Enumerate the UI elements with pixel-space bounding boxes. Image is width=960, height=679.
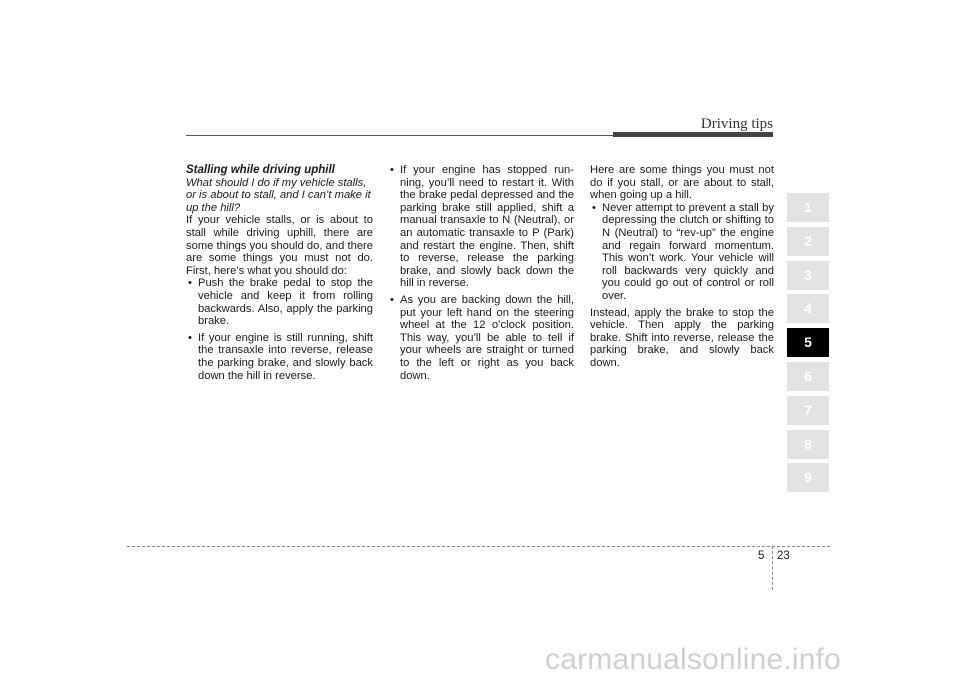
page-number: 23 xyxy=(777,550,790,562)
list-item: • If your engine is still running, shift the transaxle into reverse, release the parking brake, and slowly back down the hill in reverse. xyxy=(186,332,373,382)
bullet-list xyxy=(186,277,373,382)
chapter-tab-4[interactable]: 4 xyxy=(787,294,829,323)
chapter-tab-5[interactable]: 5 xyxy=(787,328,829,357)
bullet-list xyxy=(590,202,774,303)
page-chapter-number: 5 xyxy=(758,550,765,562)
watermark: carmanualsonline.info xyxy=(545,643,842,676)
chapter-tab-7[interactable]: 7 xyxy=(787,396,829,425)
column-3 xyxy=(590,164,774,370)
column-2 xyxy=(388,164,574,386)
section-question: What should I do if my vehicle stalls, or is about to stall, and I can’t make it up the hill? xyxy=(186,176,371,214)
section-title: Stalling while driving uphill xyxy=(186,164,335,176)
footer-divider xyxy=(772,546,773,590)
chapter-tab-6[interactable]: 6 xyxy=(787,362,829,391)
column-1 xyxy=(186,164,373,386)
footer-rule xyxy=(127,546,830,547)
outro-paragraph: Instead, apply the brake to stop the vehicle. Then apply the parking brake. Shift into reverse, release the parking brake, and slowly back down. xyxy=(590,306,774,369)
chapter-tabs xyxy=(787,193,829,497)
list-item: • If your engine has stopped run-ning, you’ll need to restart it. With the brake pedal depressed and the parking brake still applied, shift a manual transaxle to N (Neutral), or an automatic transaxle to P (Park) and restart the engine. Then, shift to reverse, release the parking brake, and slowly back down the hill in reverse. xyxy=(388,164,574,290)
chapter-tab-1[interactable]: 1 xyxy=(787,193,829,222)
chapter-tab-9[interactable]: 9 xyxy=(787,463,829,492)
chapter-tab-3[interactable]: 3 xyxy=(787,261,829,290)
list-item: • Never attempt to prevent a stall by depressing the clutch or shifting to N (Neutral) to “rev-up” the engine and regain forward momentum. This won’t work. Your vehicle will roll backwards very quickly and you could go out of control or roll over. xyxy=(590,202,774,303)
header-accent-bar xyxy=(613,132,773,137)
chapter-tab-8[interactable]: 8 xyxy=(787,430,829,459)
bullet-list xyxy=(388,164,574,382)
intro-paragraph: Here are some things you must not do if you stall, or are about to stall, when going up a hill. xyxy=(590,164,774,202)
list-item: • As you are backing down the hill, put your left hand on the steering wheel at the 12 o’clock position. This way, you’ll be able to tell if your wheels are straight or turned to the left or right as you back down. xyxy=(388,294,574,382)
intro-paragraph: If your vehicle stalls, or is about to stall while driving uphill, there are some things you should do, and there are some things you must not do. First, here’s what you should do: xyxy=(186,214,373,277)
chapter-tab-2[interactable]: 2 xyxy=(787,227,829,256)
list-item: • Push the brake pedal to stop the vehicle and keep it from rolling backwards. Also, apply the parking brake. xyxy=(186,277,373,327)
page-header-title: Driving tips xyxy=(700,116,773,132)
